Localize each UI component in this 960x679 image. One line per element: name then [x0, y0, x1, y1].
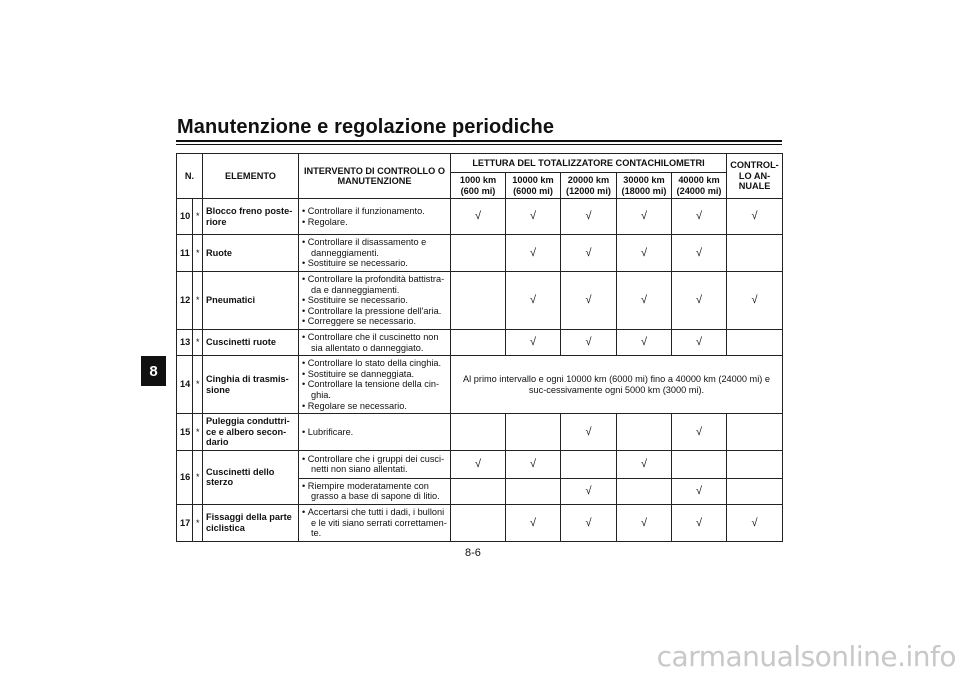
title-rule	[176, 140, 782, 142]
table-row: 15 * Puleggia conduttri-ce e albero secon-dario • Lubrificare. √ √	[177, 414, 783, 451]
header-element: ELEMENTO	[203, 154, 299, 199]
table-row: • Riempire moderatamente con grasso a base di sapone di litio. √ √	[177, 478, 783, 504]
table-row: 13 * Cuscinetti ruote • Controllare che il cuscinetto non sia allentato o danneggiato. √ √ √ √	[177, 329, 783, 355]
header-km-1: 1000 km (600 mi)	[451, 173, 506, 199]
header-annual-control: CONTROL-LO AN-NUALE	[727, 154, 783, 199]
chapter-tab: 8	[141, 356, 166, 386]
header-n: N.	[177, 154, 203, 199]
table-header-row	[177, 154, 783, 173]
table-row: 14 * Cinghia di trasmis-sione • Controllare lo stato della cinghia. • Sostituire se danneggiata. • Controllare la tensione della cin-ghia. • Regolare se necessario. Al primo intervallo e ogni 10000 km (6000 mi) fino a 40000 km (24000 mi) e suc-cessivamente ogni 5000 km (3000 mi).	[177, 356, 783, 414]
header-km-3: 20000 km (12000 mi)	[561, 173, 617, 199]
title-rule-thin	[176, 144, 782, 145]
header-odometer: LETTURA DEL TOTALIZZATORE CONTACHILOMETRI	[451, 154, 727, 173]
watermark: carmanualsonline.info	[656, 640, 956, 673]
page-number: 8-6	[465, 547, 481, 559]
table-row: 12 * Pneumatici • Controllare la profondità battistra-da e danneggiamenti. • Sostituire se necessario. • Controllare la pressione dell'aria. • Correggere se necessario. √ √ √ √ √	[177, 271, 783, 329]
table-row: 16 * Cuscinetti dello sterzo • Controllare che i gruppi dei cusci-netti non siano allentati. √ √ √	[177, 450, 783, 478]
header-intervention: INTERVENTO DI CONTROLLO O MANUTENZIONE	[299, 154, 451, 199]
header-km-2: 10000 km (6000 mi)	[506, 173, 561, 199]
table-row: 17 * Fissaggi della parte ciclistica • Accertarsi che tutti i dadi, i bulloni e le viti siano serrati correttamen-te. √ √ √ √ √	[177, 505, 783, 542]
table-row: 10 * Blocco freno poste-riore • Controllare il funzionamento. • Regolare. √ √ √ √ √ √	[177, 199, 783, 235]
table-row: 11 * Ruote • Controllare il disassamento e danneggiamenti. • Sostituire se necessario. √ √ √ √	[177, 235, 783, 272]
header-km-4: 30000 km (18000 mi)	[617, 173, 672, 199]
maintenance-table	[176, 153, 783, 542]
page-title: Manutenzione e regolazione periodiche	[177, 116, 555, 138]
interval-note: Al primo intervallo e ogni 10000 km (6000 mi) fino a 40000 km (24000 mi) e suc-cessivamente ogni 5000 km (3000 mi).	[451, 356, 783, 414]
header-km-5: 40000 km (24000 mi)	[672, 173, 727, 199]
